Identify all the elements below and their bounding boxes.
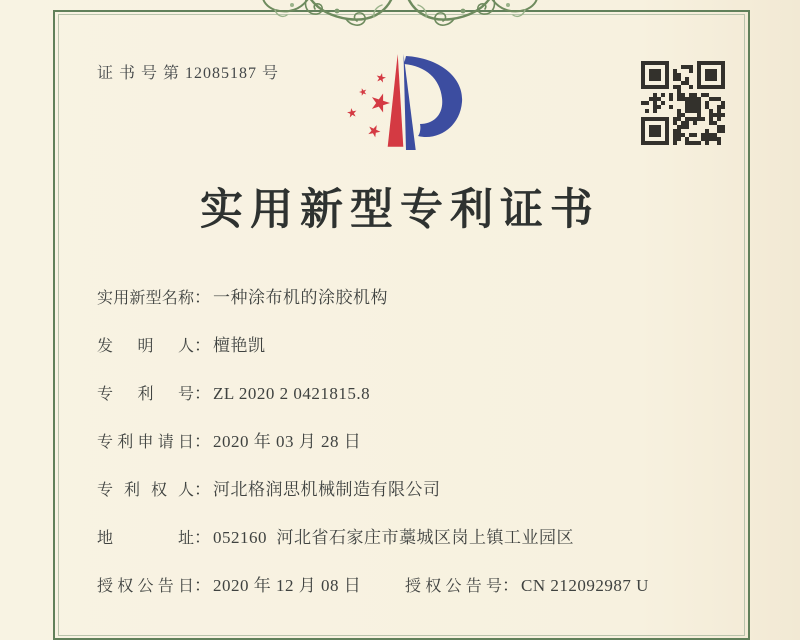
field-row-patentee (97, 475, 441, 500)
field-label: 地址 (97, 530, 194, 547)
cnipa-patent-logo-icon (328, 48, 468, 168)
field-label: 专利申请日 (97, 434, 194, 451)
logo-star-icon (366, 122, 382, 138)
scroll-flourish-ornament-icon (258, 0, 542, 33)
field-colon: ： (194, 336, 211, 355)
page-title: 实用新型专利证书 (200, 187, 600, 234)
logo-star-icon (358, 87, 367, 96)
field-colon: ： (502, 576, 519, 595)
logo-blue-p-bowl (404, 56, 462, 137)
field-label: 专利权人 (97, 482, 194, 499)
field-value: 檀艳凯 (213, 336, 266, 355)
field-label: 发明人 (97, 338, 194, 355)
field-label: 授权公告号 (405, 578, 502, 595)
field-value: CN 212092987 U (521, 576, 649, 595)
field-label: 授权公告日 (97, 578, 194, 595)
field-colon: ： (194, 576, 211, 595)
field-value: 2020 年 03 月 28 日 (213, 432, 362, 451)
logo-star-icon (346, 107, 357, 118)
field-label: 实用新型名称 (97, 290, 194, 307)
certificate-number: 证 书 号 第 12085187 号 (97, 65, 280, 82)
field-row-grant-date (97, 571, 361, 596)
field-row-address (97, 523, 574, 548)
logo-star-icon (376, 72, 387, 83)
qr-code (641, 61, 725, 145)
field-colon: ： (194, 480, 211, 499)
field-label: 专利号 (97, 386, 194, 403)
field-colon: ： (194, 384, 211, 403)
field-colon: ： (194, 288, 211, 307)
logo-blue-sliver (404, 54, 416, 150)
field-row-application-date (97, 427, 361, 452)
field-value: 2020 年 12 月 08 日 (213, 576, 362, 595)
field-row-inventor (97, 331, 266, 356)
logo-star-icon (368, 91, 392, 114)
field-value: 一种涂布机的涂胶机构 (213, 288, 388, 307)
field-colon: ： (194, 528, 211, 547)
field-value: 河北格润思机械制造有限公司 (213, 480, 441, 499)
logo-red-wedge (388, 54, 404, 147)
field-row-grant-number (405, 571, 649, 596)
field-row-patent-number (97, 379, 370, 404)
field-value: ZL 2020 2 0421815.8 (213, 384, 371, 403)
field-row-utility-model-name (97, 283, 388, 308)
field-value: 052160 河北省石家庄市藁城区岗上镇工业园区 (213, 528, 574, 547)
field-colon: ： (194, 432, 211, 451)
